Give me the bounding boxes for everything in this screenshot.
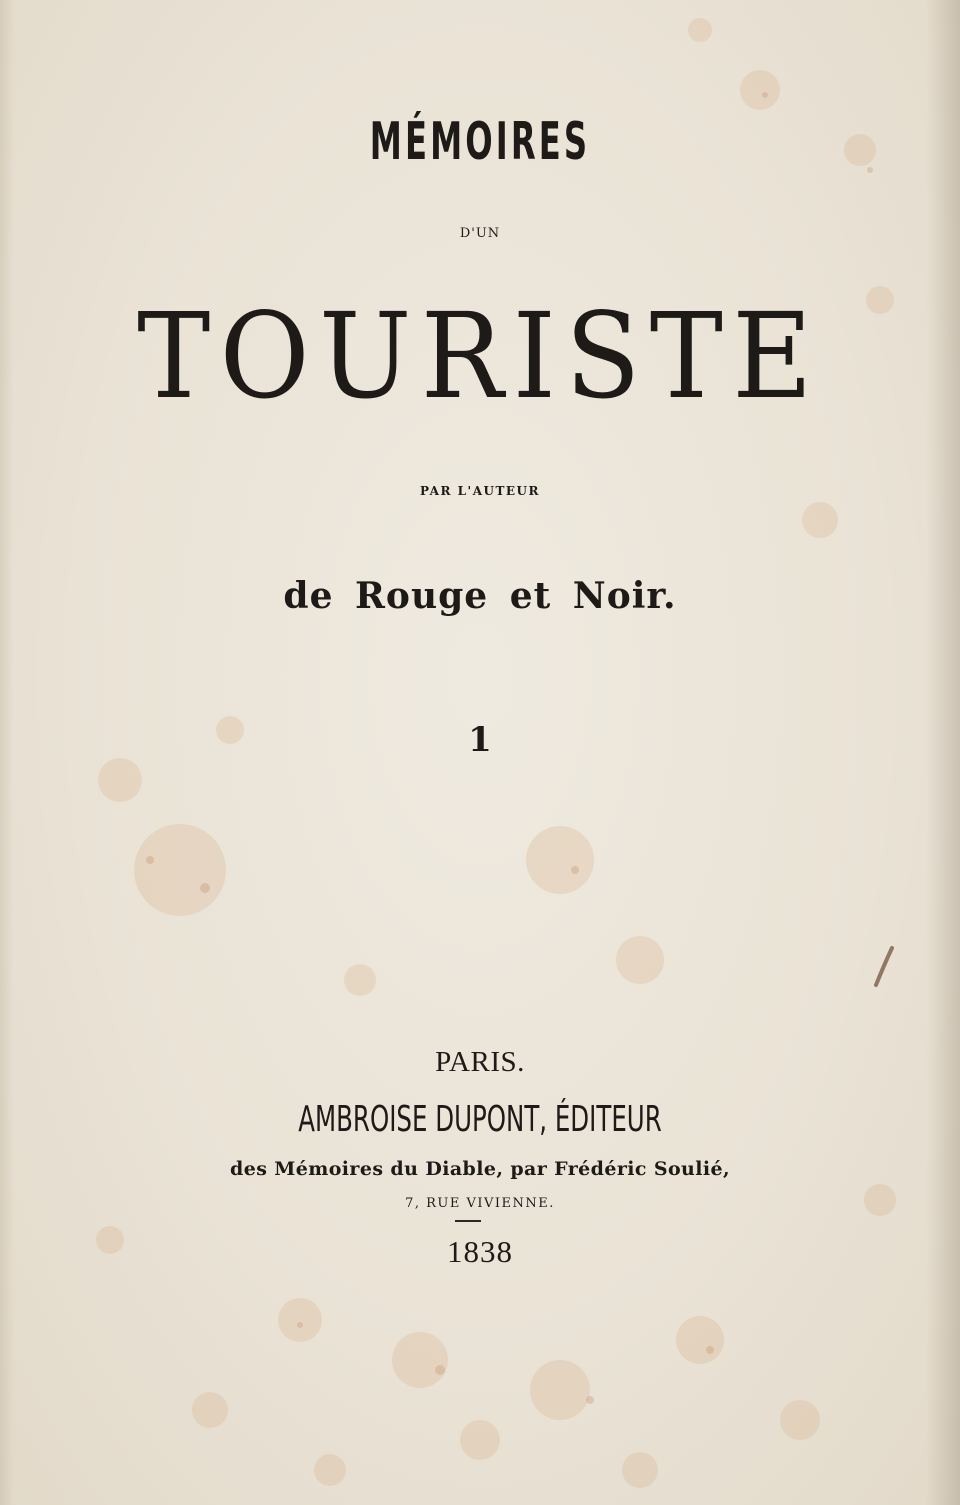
imprint-city: PARIS.	[435, 1046, 525, 1078]
imprint-year: 1838	[447, 1234, 513, 1269]
imprint-address: 7, RUE VIVIENNE.	[405, 1196, 555, 1211]
imprint-publisher-note: des Mémoires du Diable, par Frédéric Soulié,	[230, 1158, 730, 1180]
volume-number: 1	[468, 720, 492, 760]
title-connector: D'UN	[459, 226, 501, 241]
imprint-divider	[455, 1220, 481, 1222]
author-work: de Rouge et Noir.	[283, 575, 677, 617]
title-main: TOURISTE	[137, 287, 822, 425]
author-intro: PAR L'AUTEUR	[419, 484, 540, 498]
title-top: MÉMOIRES	[369, 112, 591, 172]
imprint-publisher: AMBROISE DUPONT, ÉDITEUR	[298, 1099, 662, 1140]
